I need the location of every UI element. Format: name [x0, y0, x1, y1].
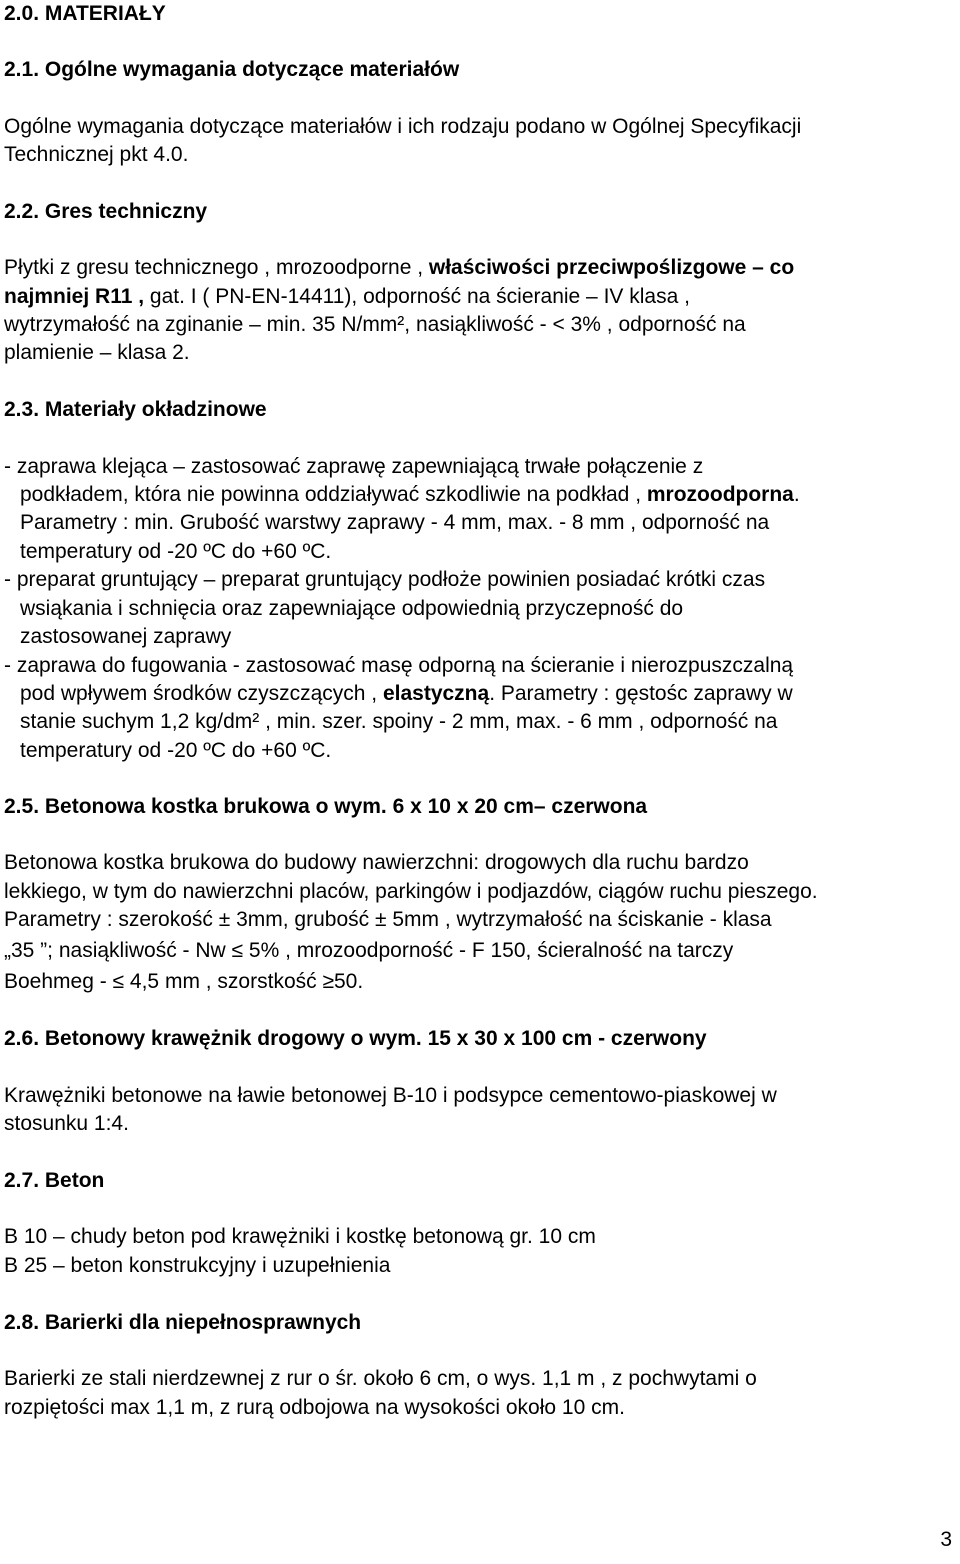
paragraph-line: plamienie – klasa 2. [4, 341, 190, 364]
heading-2-8: 2.8. Barierki dla niepełnosprawnych [4, 1311, 362, 1334]
text-run: podkładem, która nie powinna oddziaływać szkodliwie na podkład , [20, 483, 647, 506]
heading-2-6: 2.6. Betonowy krawężnik drogowy o wym. 15 x 30 x 100 cm - czerwony [4, 1027, 707, 1050]
heading-materialy: 2.0. MATERIAŁY [4, 2, 166, 25]
paragraph-line: „35 ”; nasiąkliwość - Nw ≤ 5% , mrozoodporność - F 150, ścieralność na tarczy [4, 939, 734, 962]
paragraph-line: Barierki ze stali nierdzewnej z rur o śr. około 6 cm, o wys. 1,1 m , z pochwytami o [4, 1367, 757, 1390]
list-item-line: temperatury od -20 ºC do +60 ºC. [20, 739, 332, 762]
list-item-line: Parametry : min. Grubość warstwy zaprawy - 4 mm, max. - 8 mm , odporność na [20, 511, 770, 534]
bold-text-run: mrozoodporna [646, 483, 794, 506]
list-item-line [20, 483, 800, 507]
paragraph-line: Ogólne wymagania dotyczące materiałów i ich rodzaju podano w Ogólnej Specyfikacji [4, 115, 802, 138]
heading-2-7: 2.7. Beton [4, 1169, 105, 1192]
paragraph-line: Boehmeg - ≤ 4,5 mm , szorstkość ≥50. [4, 970, 364, 993]
paragraph-line: wytrzymałość na zginanie – min. 35 N/mm², nasiąkliwość - < 3% , odporność na [4, 313, 746, 336]
heading-2-3: 2.3. Materiały okładzinowe [4, 398, 267, 421]
heading-2-2: 2.2. Gres techniczny [4, 200, 208, 223]
bold-text-run: najmniej R11 , [4, 285, 145, 308]
heading-2-5: 2.5. Betonowa kostka brukowa o wym. 6 x 10 x 20 cm– czerwona [4, 795, 648, 818]
bold-text-run: elastyczną [382, 682, 490, 705]
list-item-line: stanie suchym 1,2 kg/dm² , min. szer. spoiny - 2 mm, max. - 6 mm , odporność na [20, 710, 778, 733]
list-item-line [20, 682, 793, 706]
text-run: . [793, 483, 800, 506]
paragraph-line: stosunku 1:4. [4, 1112, 129, 1135]
bold-text-run: właściwości przeciwpoślizgowe – co [428, 256, 795, 279]
text-run: . Parametry : gęstośc zaprawy w [489, 682, 793, 705]
list-item-line: zastosowanej zaprawy [20, 625, 232, 648]
paragraph-line [4, 285, 690, 309]
paragraph-line: B 10 – chudy beton pod krawężniki i kostkę betonową gr. 10 cm [4, 1225, 596, 1248]
paragraph-line: rozpiętości max 1,1 m, z rurą odbojowa na wysokości około 10 cm. [4, 1396, 625, 1419]
paragraph-line: Parametry : szerokość ± 3mm, grubość ± 5mm , wytrzymałość na ściskanie - klasa [4, 908, 772, 931]
list-item-line: - zaprawa klejąca – zastosować zaprawę zapewniającą trwałe połączenie z [4, 455, 704, 478]
paragraph-line: B 25 – beton konstrukcyjny i uzupełnienia [4, 1254, 391, 1277]
list-item-line: - preparat gruntujący – preparat gruntujący podłoże powinien posiadać krótki czas [4, 568, 766, 591]
list-item-line: - zaprawa do fugowania - zastosować masę odporną na ścieranie i nierozpuszczalną [4, 654, 794, 677]
list-item-line: temperatury od -20 ºC do +60 ºC. [20, 540, 332, 563]
text-run: gat. I ( PN-EN-14411), odporność na ścieranie – IV klasa , [144, 285, 690, 308]
paragraph-line [4, 256, 794, 280]
list-item-line: wsiąkania i schnięcia oraz zapewniające odpowiednią przyczepność do [20, 597, 684, 620]
paragraph-line: Krawężniki betonowe na ławie betonowej B-10 i podsypce cementowo-piaskowej w [4, 1084, 777, 1107]
heading-2-1: 2.1. Ogólne wymagania dotyczące materiałów [4, 58, 460, 81]
text-run: pod wpływem środków czyszczących , [20, 682, 383, 705]
text-run: Płytki z gresu technicznego , mrozoodporne , [4, 256, 429, 279]
paragraph-line: Betonowa kostka brukowa do budowy nawierzchni: drogowych dla ruchu bardzo [4, 851, 749, 874]
paragraph-line: Technicznej pkt 4.0. [4, 143, 189, 166]
page-number: 3 [940, 1528, 952, 1551]
paragraph-line: lekkiego, w tym do nawierzchni placów, parkingów i podjazdów, ciągów ruchu pieszego. [4, 880, 818, 903]
